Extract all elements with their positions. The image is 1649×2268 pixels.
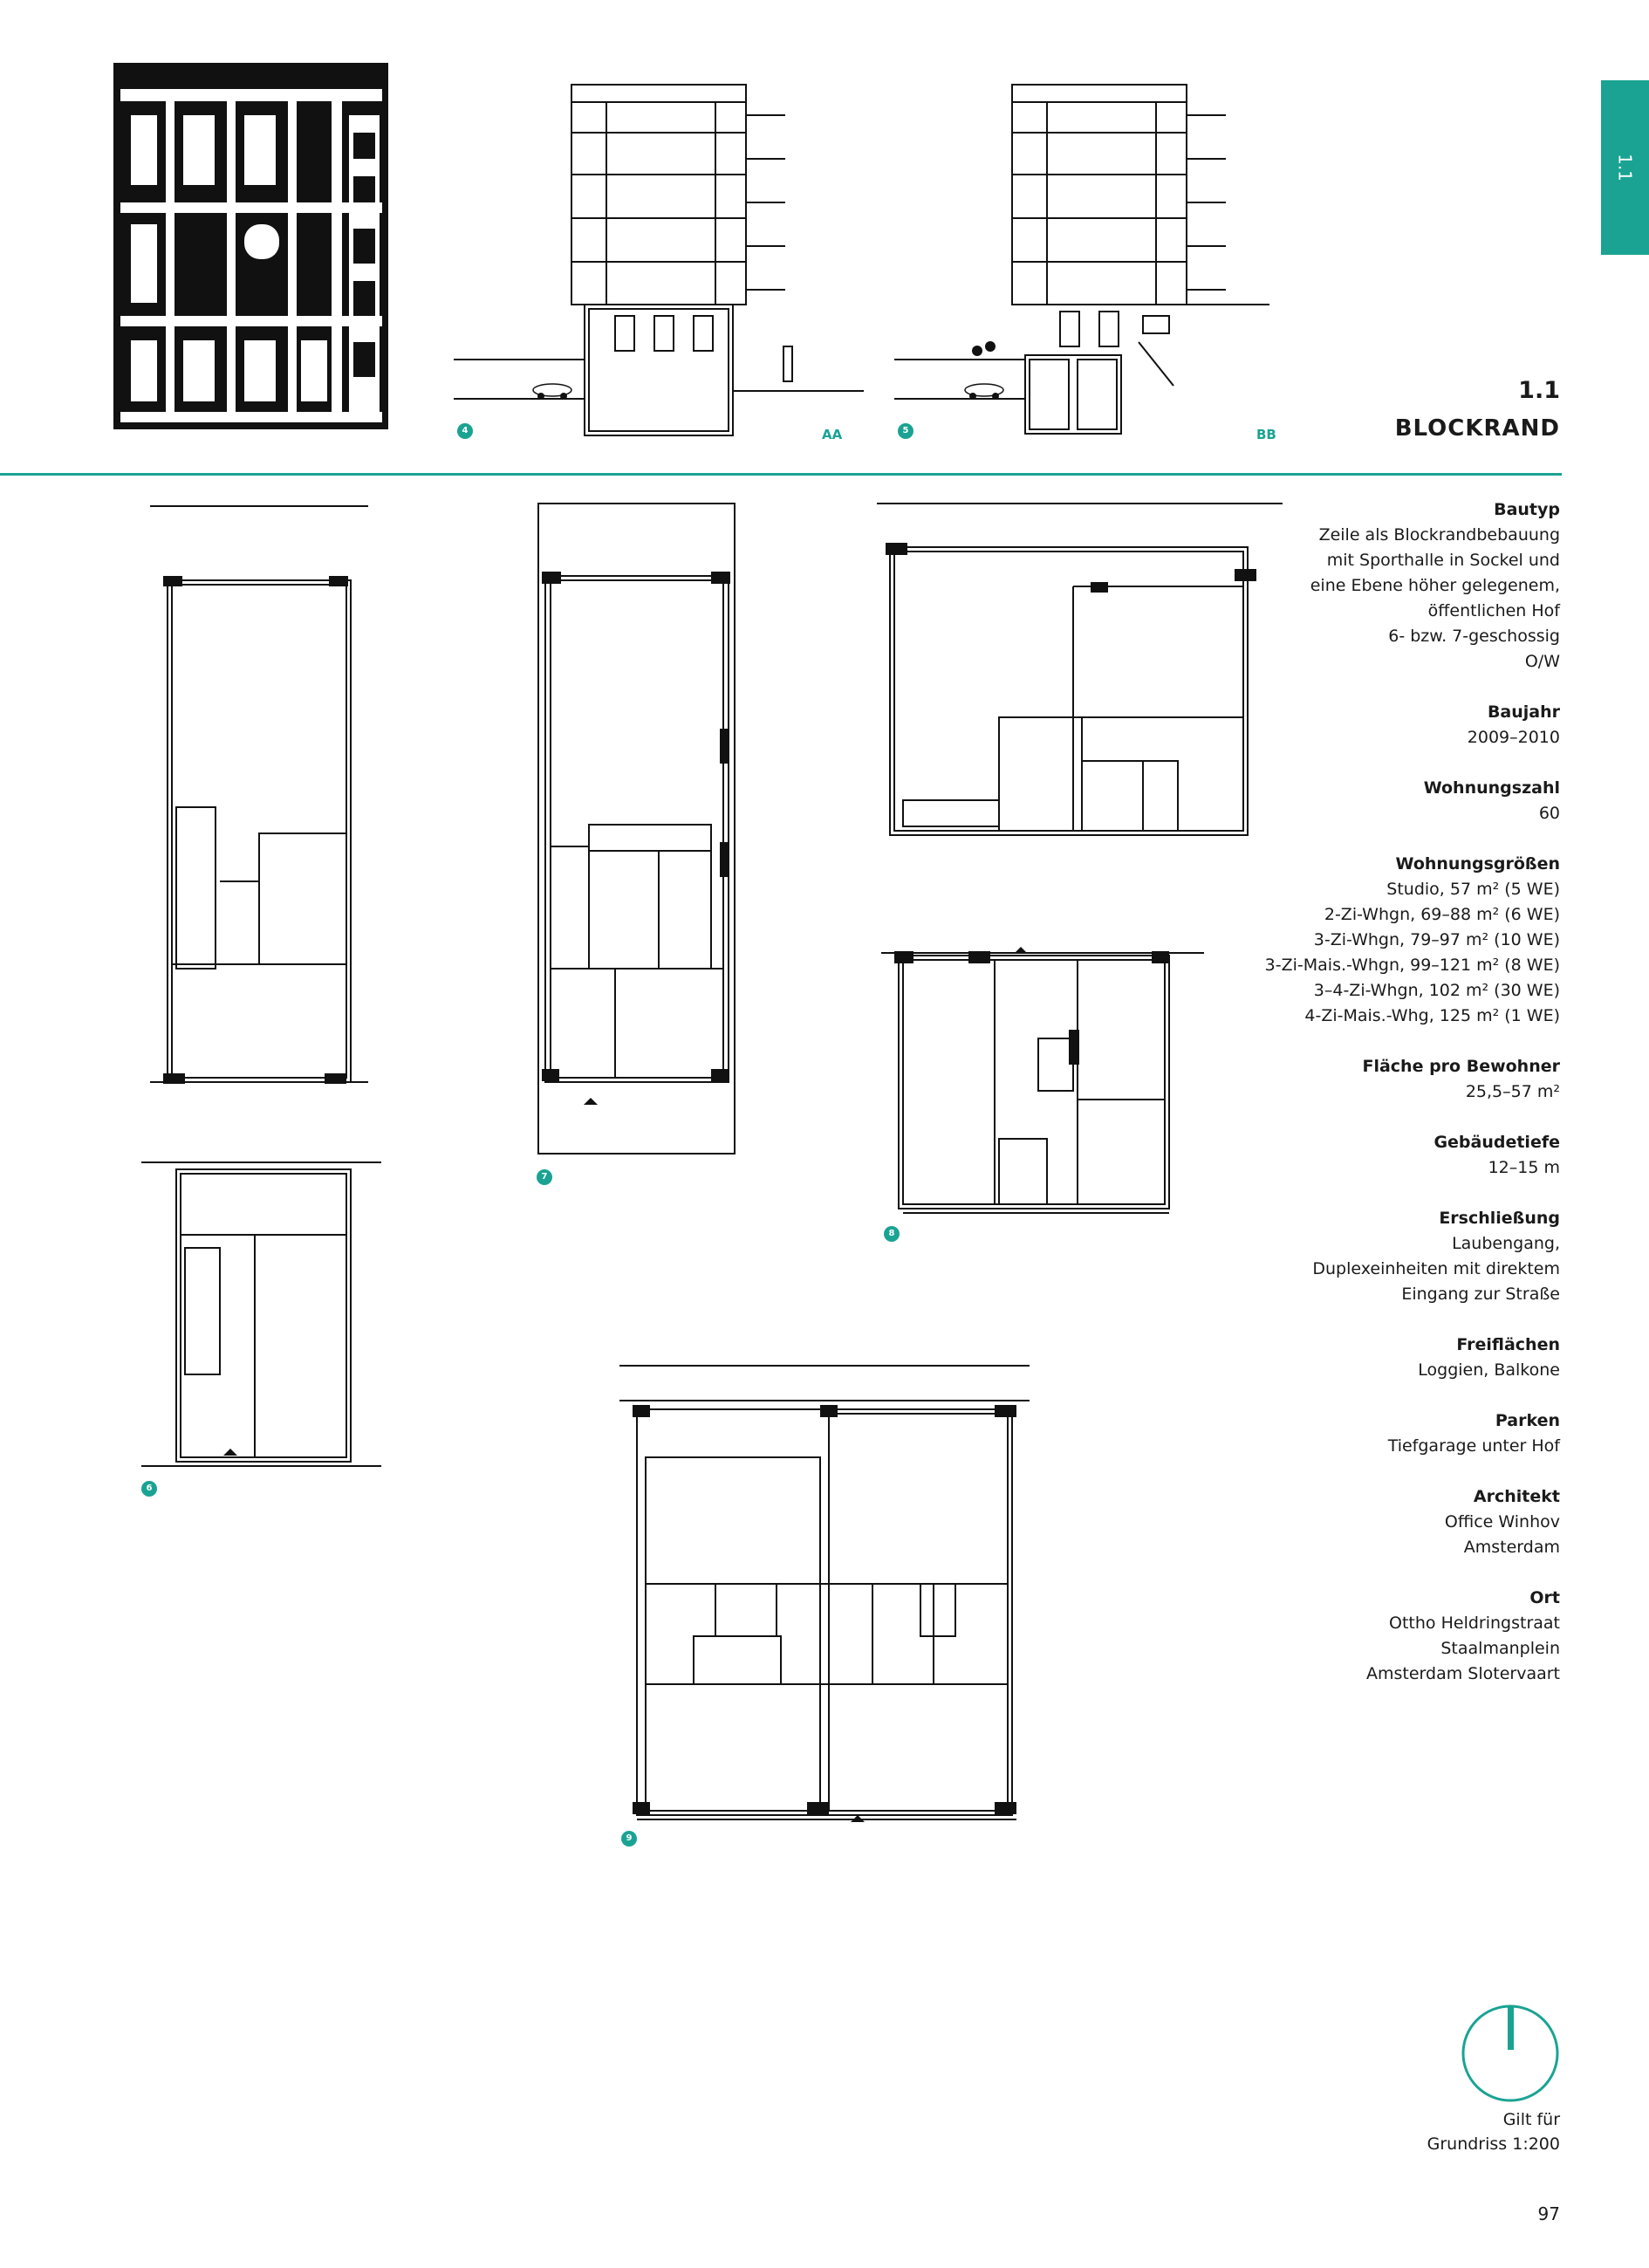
fact-label: Freiflächen [1456, 1335, 1560, 1354]
fact-line: Ottho Heldringstraat [1389, 1614, 1560, 1633]
fact-line: O/W [1524, 652, 1560, 671]
fact-ort [1194, 1586, 1560, 1687]
fact-line: 3–4-Zi-Whgn, 102 m² (30 WE) [1313, 981, 1560, 1000]
scale-caption-line: Grundriss 1:200 [1427, 2134, 1560, 2154]
scale-caption [1427, 2107, 1560, 2156]
section-number: 1.1 [1518, 377, 1560, 404]
fact-gebaeudetiefe [1194, 1130, 1560, 1181]
fact-line: Tiefgarage unter Hof [1387, 1436, 1560, 1456]
fact-line: Staalmanplein [1440, 1639, 1560, 1658]
fact-list [1194, 497, 1560, 1712]
fact-wohnungszahl [1194, 776, 1560, 826]
floor-plan-7 [537, 502, 746, 1156]
figure-badge-6: 6 [141, 1481, 157, 1497]
fact-line: 60 [1538, 804, 1560, 823]
fact-line: Duplexeinheiten mit direktem [1312, 1259, 1560, 1278]
fact-line: mit Sporthalle in Sockel und [1326, 551, 1560, 570]
fact-parken [1194, 1408, 1560, 1459]
section-label-bb: BB [1256, 427, 1276, 442]
fact-line: Studio, 57 m² (5 WE) [1386, 880, 1560, 899]
figure-badge-5: 5 [898, 423, 913, 439]
site-plan [113, 63, 388, 429]
fact-label: Erschließung [1439, 1209, 1560, 1228]
fact-label: Wohnungsgrößen [1395, 854, 1560, 874]
figure-badge-9: 9 [621, 1831, 637, 1847]
chapter-tab-label: 1.1 [1614, 154, 1636, 182]
floor-plan-8-lower [881, 942, 1204, 1222]
fact-line: Zeile als Blockrandbebauung [1318, 525, 1560, 545]
fact-label: Fläche pro Bewohner [1362, 1057, 1560, 1076]
fact-label: Architekt [1473, 1487, 1560, 1506]
fact-bautyp [1194, 497, 1560, 675]
floor-plan-9 [619, 1361, 1038, 1833]
figure-badge-4: 4 [457, 423, 473, 439]
fact-erschliessung [1194, 1206, 1560, 1307]
fact-line: 3-Zi-Whgn, 79–97 m² (10 WE) [1313, 930, 1560, 949]
fact-line: 25,5–57 m² [1465, 1082, 1560, 1101]
section-divider [0, 473, 1562, 476]
fact-line: 4-Zi-Mais.-Whg, 125 m² (1 WE) [1304, 1006, 1560, 1025]
fact-flaeche-pro-bewohner [1194, 1054, 1560, 1105]
fact-freiflaechen [1194, 1333, 1560, 1383]
page-number: 97 [1537, 2203, 1560, 2224]
scale-caption-line: Gilt für [1502, 2110, 1560, 2129]
fact-line: 3-Zi-Mais.-Whgn, 99–121 m² (8 WE) [1264, 956, 1560, 975]
fact-line: öffentlichen Hof [1427, 601, 1560, 620]
fact-label: Bautyp [1494, 500, 1560, 519]
scale-indicator-icon [1460, 2003, 1561, 2104]
section-label-aa: AA [822, 427, 843, 442]
fact-line: Office Winhov [1444, 1512, 1560, 1531]
section-bb-drawing [894, 80, 1269, 438]
fact-label: Wohnungszahl [1423, 778, 1560, 798]
fact-line: Loggien, Balkone [1418, 1360, 1560, 1380]
floor-plan-6-upper [150, 497, 386, 1091]
section-title: BLOCKRAND [1394, 415, 1560, 442]
fact-line: Amsterdam Slotervaart [1366, 1664, 1560, 1683]
section-aa-drawing [454, 80, 864, 438]
fact-line: 12–15 m [1488, 1158, 1560, 1177]
fact-line: Eingang zur Straße [1401, 1285, 1560, 1304]
floor-plan-6-lower [141, 1152, 394, 1483]
fact-label: Gebäudetiefe [1433, 1133, 1560, 1152]
figure-badge-7: 7 [537, 1169, 552, 1185]
figure-badge-8: 8 [884, 1226, 900, 1242]
fact-line: 6- bzw. 7-geschossig [1388, 627, 1560, 646]
fact-line: Amsterdam [1463, 1538, 1560, 1557]
fact-baujahr [1194, 700, 1560, 750]
chapter-tab [1601, 80, 1649, 255]
fact-label: Parken [1495, 1411, 1560, 1430]
fact-architekt [1194, 1484, 1560, 1560]
fact-line: Laubengang, [1452, 1234, 1560, 1253]
fact-label: Baujahr [1487, 702, 1560, 722]
fact-line: 2-Zi-Whgn, 69–88 m² (6 WE) [1324, 905, 1560, 924]
fact-line: 2009–2010 [1467, 728, 1560, 747]
fact-line: eine Ebene höher gelegenem, [1310, 576, 1560, 595]
fact-wohnungsgroessen [1194, 852, 1560, 1029]
fact-label: Ort [1529, 1588, 1560, 1607]
